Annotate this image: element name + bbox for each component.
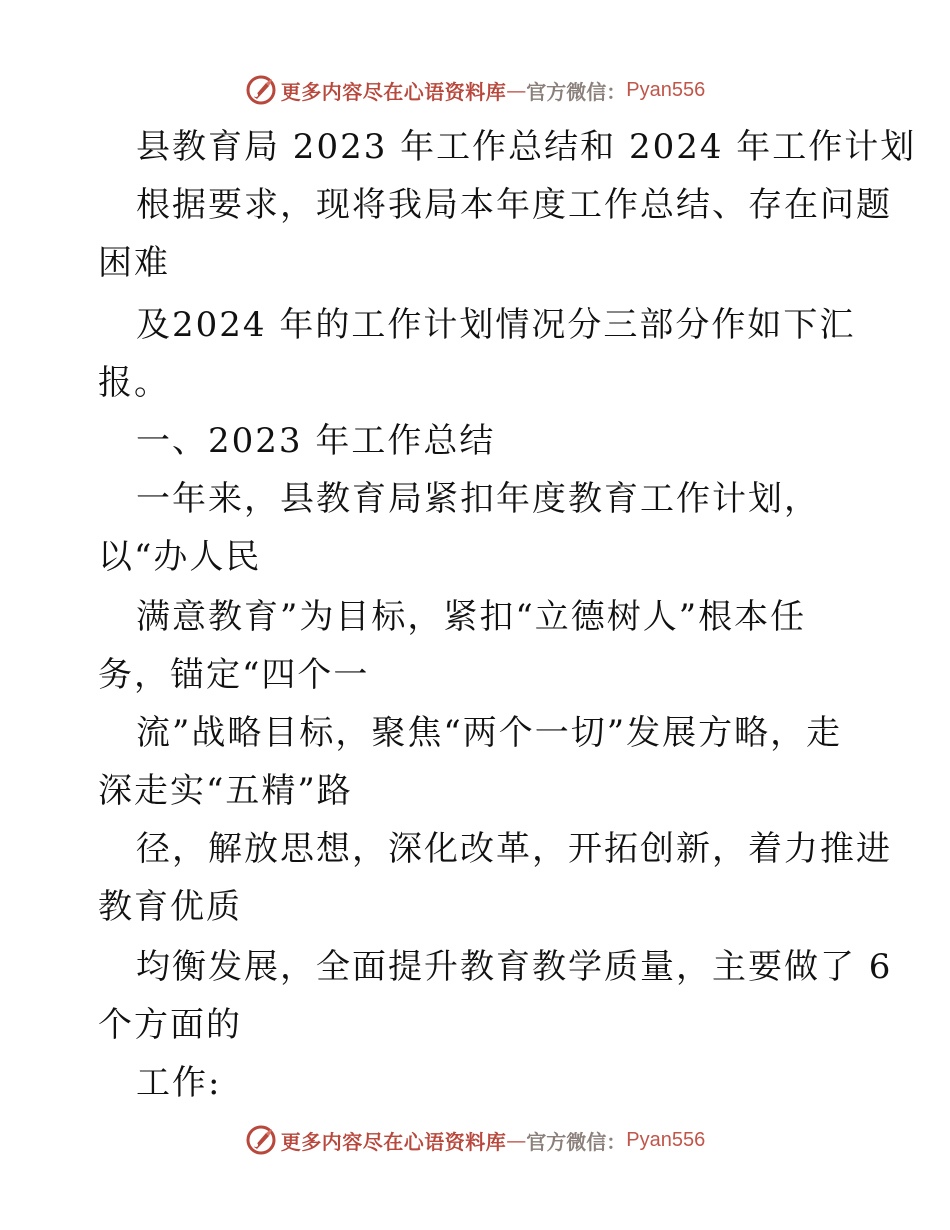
paragraph-line: 深走实“五精”路 <box>98 771 353 811</box>
watermark-text: 更多内容尽在心语资料库 <box>280 79 507 104</box>
paragraph-line: 径，解放思想，深化改革，开拓创新，着力推进 <box>136 829 892 869</box>
watermark-text: 更多内容尽在心语资料库 <box>280 1129 507 1154</box>
paragraph-line: 教育优质 <box>98 887 242 927</box>
section-heading: 一、2023 年工作总结 <box>136 421 496 461</box>
red-quill-pen-logo-icon <box>245 1124 277 1156</box>
paragraph-line: 一年来，县教育局紧扣年度教育工作计划， <box>136 479 820 519</box>
document-title: 县教育局 2023 年工作总结和 2024 年工作计划 <box>136 127 917 167</box>
paragraph-line: 务，锚定“四个一 <box>98 655 370 695</box>
paragraph-line: 以“办人民 <box>98 537 262 577</box>
paragraph-line: 及2024 年的工作计划情况分三部分作如下汇 <box>136 305 856 345</box>
watermark-dash: — <box>506 1128 527 1152</box>
watermark-account: Pyan556 <box>626 78 706 101</box>
paragraph-line: 满意教育”为目标，紧扣“立德树人”根本任 <box>136 597 807 637</box>
paragraph-line: 个方面的 <box>98 1005 242 1045</box>
paragraph-line: 流”战略目标，聚焦“两个一切”发展方略，走 <box>136 713 843 753</box>
watermark-banner-bottom <box>0 1122 950 1158</box>
paragraph-line: 工作: <box>136 1063 222 1103</box>
paragraph-line: 根据要求，现将我局本年度工作总结、存在问题 <box>136 185 892 225</box>
paragraph-line: 均衡发展，全面提升教育教学质量，主要做了 6 <box>136 947 893 987</box>
watermark-dash: — <box>506 78 527 102</box>
watermark-official-label: 官方微信： <box>526 79 627 104</box>
watermark-account: Pyan556 <box>626 1128 706 1151</box>
watermark-official-label: 官方微信： <box>526 1129 627 1154</box>
paragraph-line: 报。 <box>98 363 170 403</box>
paragraph-line: 困难 <box>98 243 170 283</box>
